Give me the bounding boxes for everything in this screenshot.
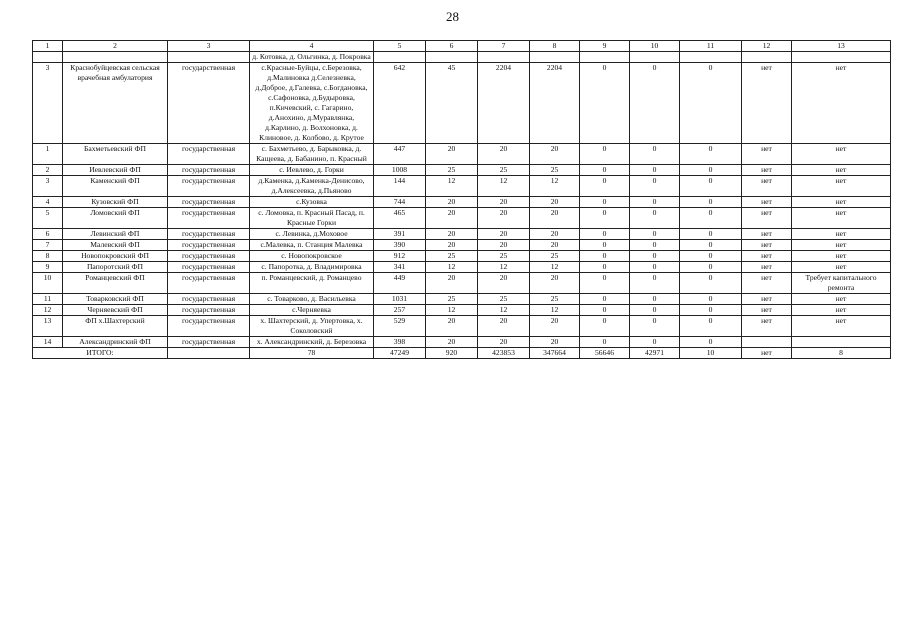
settlements: с.Кузовка (250, 197, 374, 208)
table-row (33, 305, 891, 316)
col-9: 0 (580, 240, 630, 251)
note: нет (792, 63, 891, 144)
col-8: 20 (530, 144, 580, 165)
col-7 (478, 52, 530, 63)
row-number: 3 (33, 176, 63, 197)
col-12: нет (742, 240, 792, 251)
col-9: 0 (580, 273, 630, 294)
col-7: 20 (478, 197, 530, 208)
column-number: 10 (630, 41, 680, 52)
col-11: 0 (680, 305, 742, 316)
col-10: 0 (630, 262, 680, 273)
col-7: 25 (478, 294, 530, 305)
column-number: 4 (250, 41, 374, 52)
facility-name: Малевский ФП (63, 240, 168, 251)
settlements: с.Красные-Буйцы, с.Березовка, д.Малиновка д.Селезневка, д.Доброе, д.Галевка, с.Богдановка, с.Сафоновка, д.Будыровка, п.Кичевский, с. Гагарино, д.Анохино, д.Муравлянка, д.Карлино, д. Волхоновка, д. Клиновое, д. Колбово, д. Крутое (250, 63, 374, 144)
total-c11: 10 (680, 348, 742, 359)
col-12: нет (742, 208, 792, 229)
col-9: 0 (580, 337, 630, 348)
row-number: 5 (33, 208, 63, 229)
ownership-form: государственная (168, 229, 250, 240)
total-c5: 47249 (374, 348, 426, 359)
note (792, 52, 891, 63)
table-row (33, 63, 891, 144)
col-12: нет (742, 63, 792, 144)
col-6: 20 (426, 273, 478, 294)
col-10: 0 (630, 240, 680, 251)
col-9: 0 (580, 208, 630, 229)
row-number: 13 (33, 316, 63, 337)
col-9: 0 (580, 165, 630, 176)
table-row (33, 229, 891, 240)
ownership-form: государственная (168, 208, 250, 229)
col-7: 20 (478, 273, 530, 294)
column-number: 5 (374, 41, 426, 52)
col-9: 0 (580, 305, 630, 316)
col-11: 0 (680, 208, 742, 229)
note: нет (792, 316, 891, 337)
col-11: 0 (680, 176, 742, 197)
col-11: 0 (680, 144, 742, 165)
ownership-form: государственная (168, 294, 250, 305)
population: 642 (374, 63, 426, 144)
total-c12: нет (742, 348, 792, 359)
total-c9: 56646 (580, 348, 630, 359)
col-11: 0 (680, 197, 742, 208)
facility-name: Левинский ФП (63, 229, 168, 240)
col-11: 0 (680, 63, 742, 144)
col-10: 0 (630, 208, 680, 229)
col-8: 20 (530, 229, 580, 240)
column-number-row (33, 41, 891, 52)
col-8 (530, 52, 580, 63)
col-11: 0 (680, 316, 742, 337)
col-7: 12 (478, 262, 530, 273)
col-8: 12 (530, 176, 580, 197)
ownership-form: государственная (168, 262, 250, 273)
settlements: с. Папоротка, д. Владимировка (250, 262, 374, 273)
note: нет (792, 176, 891, 197)
col-6: 12 (426, 305, 478, 316)
total-c7: 423853 (478, 348, 530, 359)
note: нет (792, 229, 891, 240)
settlements: д. Котовка, д. Ольгинка, д. Покровка (250, 52, 374, 63)
col-9: 0 (580, 262, 630, 273)
population (374, 52, 426, 63)
col-10: 0 (630, 316, 680, 337)
col-8: 20 (530, 273, 580, 294)
note: нет (792, 294, 891, 305)
table-row (33, 262, 891, 273)
col-7: 20 (478, 316, 530, 337)
column-number: 13 (792, 41, 891, 52)
note: нет (792, 208, 891, 229)
row-number: 8 (33, 251, 63, 262)
col-12: нет (742, 165, 792, 176)
ownership-form: государственная (168, 240, 250, 251)
row-number: 4 (33, 197, 63, 208)
ownership-form: государственная (168, 165, 250, 176)
note: нет (792, 165, 891, 176)
col-6: 20 (426, 197, 478, 208)
col-6: 20 (426, 208, 478, 229)
total-label: ИТОГО: (33, 348, 168, 359)
column-number: 2 (63, 41, 168, 52)
population: 390 (374, 240, 426, 251)
row-number: 9 (33, 262, 63, 273)
column-number: 7 (478, 41, 530, 52)
ownership-form: государственная (168, 316, 250, 337)
facility-name: Александринский ФП (63, 337, 168, 348)
population: 144 (374, 176, 426, 197)
col-8: 20 (530, 316, 580, 337)
population: 398 (374, 337, 426, 348)
col-12 (742, 337, 792, 348)
row-number: 2 (33, 165, 63, 176)
column-number: 1 (33, 41, 63, 52)
settlements: с.Малевка, п. Станция Малевка (250, 240, 374, 251)
population: 1031 (374, 294, 426, 305)
col-11: 0 (680, 251, 742, 262)
col-6: 12 (426, 262, 478, 273)
column-number: 3 (168, 41, 250, 52)
col-10: 0 (630, 273, 680, 294)
col-6: 20 (426, 337, 478, 348)
settlements: с. Новопокровское (250, 251, 374, 262)
col-9: 0 (580, 294, 630, 305)
population: 449 (374, 273, 426, 294)
facility-name: Романцевский ФП (63, 273, 168, 294)
col-11: 0 (680, 262, 742, 273)
table-row (33, 176, 891, 197)
row-number: 10 (33, 273, 63, 294)
col-10: 0 (630, 144, 680, 165)
population: 257 (374, 305, 426, 316)
table-row (33, 251, 891, 262)
note: нет (792, 197, 891, 208)
col-8: 20 (530, 240, 580, 251)
population: 529 (374, 316, 426, 337)
total-c4: 78 (250, 348, 374, 359)
note (792, 337, 891, 348)
col-12: нет (742, 305, 792, 316)
col-9: 0 (580, 144, 630, 165)
col-10: 0 (630, 294, 680, 305)
col-12: нет (742, 251, 792, 262)
ownership-form: государственная (168, 176, 250, 197)
facility-name: Черняевский ФП (63, 305, 168, 316)
col-12: нет (742, 273, 792, 294)
settlements: д.Каменка, д.Каменка-Денисово, д.Алексеевка, д.Пьяново (250, 176, 374, 197)
row-number: 14 (33, 337, 63, 348)
col-8: 2204 (530, 63, 580, 144)
col-11 (680, 52, 742, 63)
ownership-form: государственная (168, 305, 250, 316)
settlements: с. Левинка, д.Моховое (250, 229, 374, 240)
table-row (33, 165, 891, 176)
col-10: 0 (630, 337, 680, 348)
ownership-form: государственная (168, 63, 250, 144)
health-facilities-table (32, 40, 891, 359)
col-10: 0 (630, 305, 680, 316)
population: 391 (374, 229, 426, 240)
table-row (33, 197, 891, 208)
col-8: 20 (530, 337, 580, 348)
col-7: 20 (478, 144, 530, 165)
note: Требует капитального ремонта (792, 273, 891, 294)
settlements: п. Романцевский, д. Романцево (250, 273, 374, 294)
col-7: 20 (478, 337, 530, 348)
page-number: 28 (446, 9, 459, 24)
col-10: 0 (630, 165, 680, 176)
column-number: 6 (426, 41, 478, 52)
col-12: нет (742, 262, 792, 273)
col-7: 25 (478, 165, 530, 176)
row-number: 6 (33, 229, 63, 240)
total-row (33, 348, 891, 359)
total-c8: 347664 (530, 348, 580, 359)
col-8: 25 (530, 251, 580, 262)
col-12: нет (742, 316, 792, 337)
col-11: 0 (680, 229, 742, 240)
facility-name: Папоротский ФП (63, 262, 168, 273)
col-9: 0 (580, 63, 630, 144)
col-6: 45 (426, 63, 478, 144)
settlements: с. Бахметьево, д. Барыковка, д. Кащеева, д. Бабанино, п. Красный (250, 144, 374, 165)
settlements: с. Иевлево, д. Горки (250, 165, 374, 176)
settlements: х. Александринский, д. Березовка (250, 337, 374, 348)
row-number: 3 (33, 63, 63, 144)
total-c3 (168, 348, 250, 359)
table-row (33, 316, 891, 337)
col-6 (426, 52, 478, 63)
col-10: 0 (630, 63, 680, 144)
col-11: 0 (680, 273, 742, 294)
table-row (33, 144, 891, 165)
population: 1008 (374, 165, 426, 176)
col-6: 12 (426, 176, 478, 197)
col-7: 12 (478, 176, 530, 197)
population: 341 (374, 262, 426, 273)
col-10: 0 (630, 176, 680, 197)
col-7: 25 (478, 251, 530, 262)
facility-name: Кузовский ФП (63, 197, 168, 208)
col-8: 12 (530, 262, 580, 273)
col-12: нет (742, 176, 792, 197)
col-7: 20 (478, 229, 530, 240)
col-12: нет (742, 197, 792, 208)
col-10: 0 (630, 197, 680, 208)
col-11: 0 (680, 240, 742, 251)
col-9 (580, 52, 630, 63)
facility-name: Товарковский ФП (63, 294, 168, 305)
column-number: 12 (742, 41, 792, 52)
col-7: 12 (478, 305, 530, 316)
facility-name: Краснобуйцевская сельская врачебная амбулатория (63, 63, 168, 144)
col-11: 0 (680, 337, 742, 348)
total-c10: 42971 (630, 348, 680, 359)
note: нет (792, 251, 891, 262)
col-6: 20 (426, 229, 478, 240)
col-12 (742, 52, 792, 63)
col-7: 20 (478, 240, 530, 251)
col-8: 12 (530, 305, 580, 316)
table-row (33, 294, 891, 305)
col-10: 0 (630, 229, 680, 240)
table-row (33, 52, 891, 63)
col-9: 0 (580, 197, 630, 208)
col-12: нет (742, 294, 792, 305)
col-7: 20 (478, 208, 530, 229)
facility-name: Бахметьевский ФП (63, 144, 168, 165)
settlements: с. Ломовка, п. Красный Пасад, п. Красные Горки (250, 208, 374, 229)
settlements: с. Товарково, д. Васильевка (250, 294, 374, 305)
col-11: 0 (680, 294, 742, 305)
column-number: 8 (530, 41, 580, 52)
col-6: 20 (426, 316, 478, 337)
column-number: 11 (680, 41, 742, 52)
col-10: 0 (630, 251, 680, 262)
col-9: 0 (580, 316, 630, 337)
col-8: 20 (530, 197, 580, 208)
table-row (33, 337, 891, 348)
facility-name: ФП х.Шахтерский (63, 316, 168, 337)
col-6: 25 (426, 294, 478, 305)
row-number (33, 52, 63, 63)
facility-name: Ломовский ФП (63, 208, 168, 229)
col-11: 0 (680, 165, 742, 176)
population: 465 (374, 208, 426, 229)
note: нет (792, 262, 891, 273)
row-number: 7 (33, 240, 63, 251)
col-12: нет (742, 144, 792, 165)
column-number: 9 (580, 41, 630, 52)
table-row (33, 240, 891, 251)
table-row (33, 208, 891, 229)
population: 912 (374, 251, 426, 262)
note: нет (792, 240, 891, 251)
total-c6: 920 (426, 348, 478, 359)
col-8: 25 (530, 165, 580, 176)
facility-name: Новопокровский ФП (63, 251, 168, 262)
col-12: нет (742, 229, 792, 240)
ownership-form: государственная (168, 273, 250, 294)
row-number: 11 (33, 294, 63, 305)
note: нет (792, 144, 891, 165)
col-10 (630, 52, 680, 63)
col-8: 25 (530, 294, 580, 305)
ownership-form (168, 52, 250, 63)
settlements: с.Черняевка (250, 305, 374, 316)
population: 447 (374, 144, 426, 165)
facility-name: Иевлевский ФП (63, 165, 168, 176)
ownership-form: государственная (168, 251, 250, 262)
col-6: 25 (426, 251, 478, 262)
ownership-form: государственная (168, 197, 250, 208)
note: нет (792, 305, 891, 316)
col-6: 25 (426, 165, 478, 176)
population: 744 (374, 197, 426, 208)
facility-name: Каменский ФП (63, 176, 168, 197)
total-c13: 8 (792, 348, 891, 359)
col-6: 20 (426, 144, 478, 165)
col-6: 20 (426, 240, 478, 251)
ownership-form: государственная (168, 337, 250, 348)
facility-name (63, 52, 168, 63)
col-9: 0 (580, 251, 630, 262)
col-7: 2204 (478, 63, 530, 144)
row-number: 12 (33, 305, 63, 316)
col-9: 0 (580, 176, 630, 197)
ownership-form: государственная (168, 144, 250, 165)
col-9: 0 (580, 229, 630, 240)
row-number: 1 (33, 144, 63, 165)
table-row (33, 273, 891, 294)
col-8: 20 (530, 208, 580, 229)
settlements: х. Шахтерский, д. Упертовка, х. Соколовский (250, 316, 374, 337)
